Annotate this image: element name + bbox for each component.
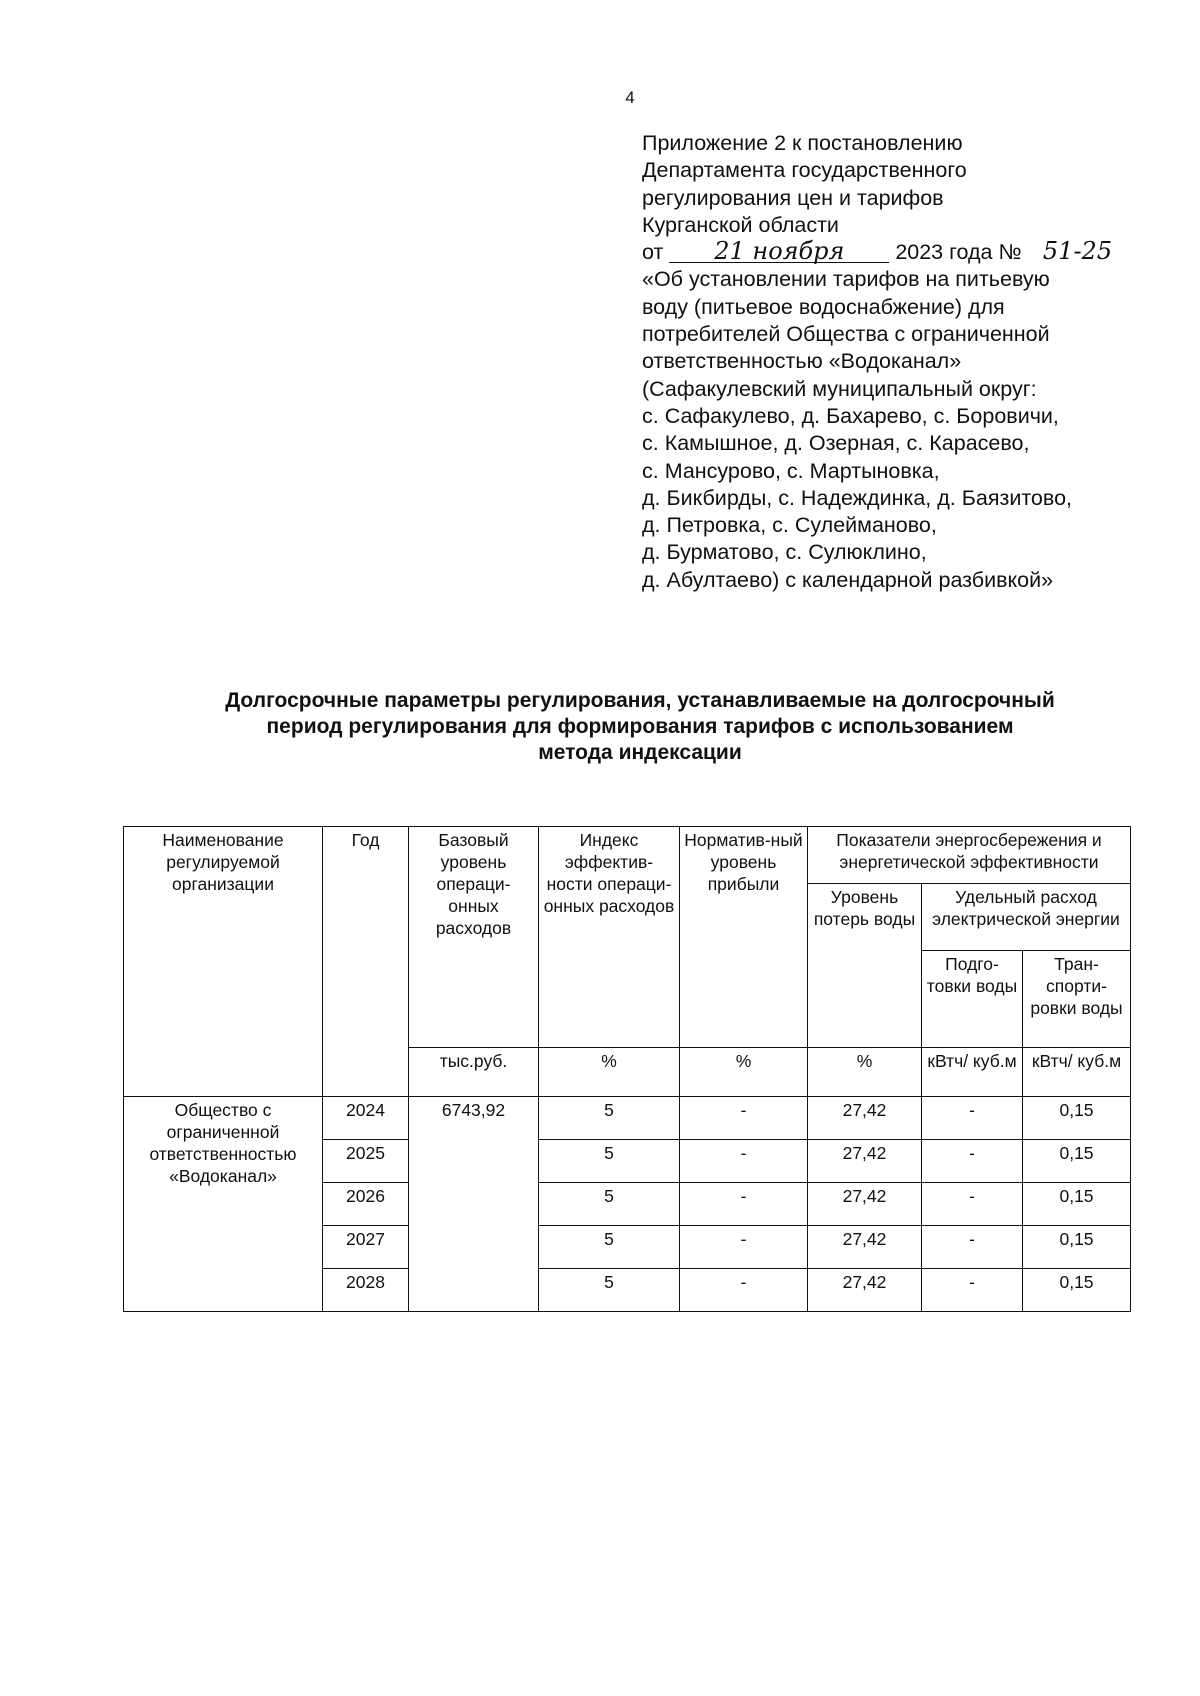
- cell-transport: 0,15: [1023, 1140, 1131, 1183]
- units-row: [124, 1048, 1131, 1097]
- table-row: [124, 1097, 1131, 1140]
- unit-prep: кВтч/ куб.м: [922, 1048, 1023, 1097]
- appendix-line: Приложение 2 к постановлению: [642, 131, 963, 155]
- title-line: Долгосрочные параметры регулирования, устанавливаемые на долгосрочный: [225, 689, 1055, 712]
- cell-index: 5: [539, 1226, 680, 1269]
- cell-prep: -: [922, 1097, 1023, 1140]
- subject-line: д. Бикбирды, с. Надеждинка, д. Баязитово,: [642, 485, 1072, 510]
- cell-profit: -: [680, 1226, 808, 1269]
- appendix-block: [642, 130, 1162, 594]
- header-prep: Подго-товки воды: [922, 951, 1023, 1048]
- cell-profit: -: [680, 1269, 808, 1312]
- cell-prep: -: [922, 1183, 1023, 1226]
- subject-line: потребителей Общества с ограниченной: [642, 322, 1050, 347]
- header-transport: Тран-спорти-ровки воды: [1023, 951, 1131, 1048]
- subject-line: ответственностью «Водоканал»: [642, 349, 962, 374]
- cell-transport: 0,15: [1023, 1097, 1131, 1140]
- cell-year: 2027: [323, 1226, 409, 1269]
- cell-year: 2028: [323, 1269, 409, 1312]
- cell-year: 2025: [323, 1140, 409, 1183]
- page-number: 4: [625, 88, 635, 107]
- subject-line: (Сафакулевский муниципальный округ:: [642, 376, 1037, 401]
- unit-index: %: [539, 1048, 680, 1097]
- cell-profit: -: [680, 1097, 808, 1140]
- header-loss: Уровень потерь воды: [808, 884, 922, 1048]
- document-title: [120, 688, 1160, 766]
- cell-year: 2024: [323, 1097, 409, 1140]
- unit-base: тыс.руб.: [409, 1048, 539, 1097]
- cell-profit: -: [680, 1140, 808, 1183]
- cell-transport: 0,15: [1023, 1183, 1131, 1226]
- appendix-line: регулирования цен и тарифов: [642, 185, 944, 210]
- header-base: Базовый уровень операци-онных расходов: [409, 827, 539, 1048]
- header-energy-group: Показатели энергосбережения и энергетической эффективности: [808, 827, 1131, 884]
- header-specific-group: Удельный расход электрической энергии: [922, 884, 1131, 951]
- unit-org-empty: [124, 1048, 323, 1097]
- handwritten-number: 51-25: [1042, 237, 1113, 266]
- subject-line: д. Петровка, с. Сулейманово,: [642, 513, 937, 538]
- cell-base-value: 6743,92: [409, 1097, 539, 1312]
- appendix-line: Департамента государственного: [642, 158, 967, 183]
- cell-loss: 27,42: [808, 1183, 922, 1226]
- subject-line: д. Бурматово, с. Сулюклино,: [642, 540, 927, 565]
- header-org: Наименование регулируемой организации: [124, 827, 323, 1048]
- cell-prep: -: [922, 1269, 1023, 1312]
- year-text: 2023 года №: [895, 240, 1022, 265]
- cell-prep: -: [922, 1226, 1023, 1269]
- cell-index: 5: [539, 1097, 680, 1140]
- organization-name: Общество с ограниченной ответственностью «Водоканал»: [124, 1097, 323, 1312]
- header-index: Индекс эффектив-ности операци-онных расходов: [539, 827, 680, 1048]
- unit-transport: кВтч/ куб.м: [1023, 1048, 1131, 1097]
- cell-loss: 27,42: [808, 1269, 922, 1312]
- cell-transport: 0,15: [1023, 1226, 1131, 1269]
- header-row: [124, 827, 1131, 884]
- subject-line: «Об установлении тарифов на питьевую: [642, 267, 1050, 292]
- cell-transport: 0,15: [1023, 1269, 1131, 1312]
- unit-loss: %: [808, 1048, 922, 1097]
- cell-index: 5: [539, 1183, 680, 1226]
- header-profit: Норматив-ный уровень прибыли: [680, 827, 808, 1048]
- subject-line: с. Мансурово, с. Мартыновка,: [642, 458, 940, 483]
- date-prefix: от: [642, 240, 664, 265]
- appendix-date-line: [642, 239, 1162, 266]
- subject-line: с. Сафакулево, д. Бахарево, с. Боровичи,: [642, 403, 1059, 428]
- title-line: период регулирования для формирования тарифов с использованием: [266, 715, 1014, 738]
- cell-year: 2026: [323, 1183, 409, 1226]
- cell-profit: -: [680, 1183, 808, 1226]
- handwritten-date: 21 ноября: [669, 240, 889, 263]
- cell-loss: 27,42: [808, 1140, 922, 1183]
- appendix-line: Курганской области: [642, 212, 839, 237]
- cell-index: 5: [539, 1269, 680, 1312]
- cell-loss: 27,42: [808, 1097, 922, 1140]
- title-line: метода индексации: [538, 741, 742, 764]
- subject-line: воду (питьевое водоснабжение) для: [642, 294, 1005, 319]
- subject-line: д. Абултаево) с календарной разбивкой»: [642, 567, 1054, 592]
- unit-profit: %: [680, 1048, 808, 1097]
- cell-loss: 27,42: [808, 1226, 922, 1269]
- cell-prep: -: [922, 1140, 1023, 1183]
- header-year: Год: [323, 827, 409, 1097]
- subject-line: с. Камышное, д. Озерная, с. Карасево,: [642, 431, 1030, 456]
- cell-index: 5: [539, 1140, 680, 1183]
- parameters-table: [123, 826, 1131, 1312]
